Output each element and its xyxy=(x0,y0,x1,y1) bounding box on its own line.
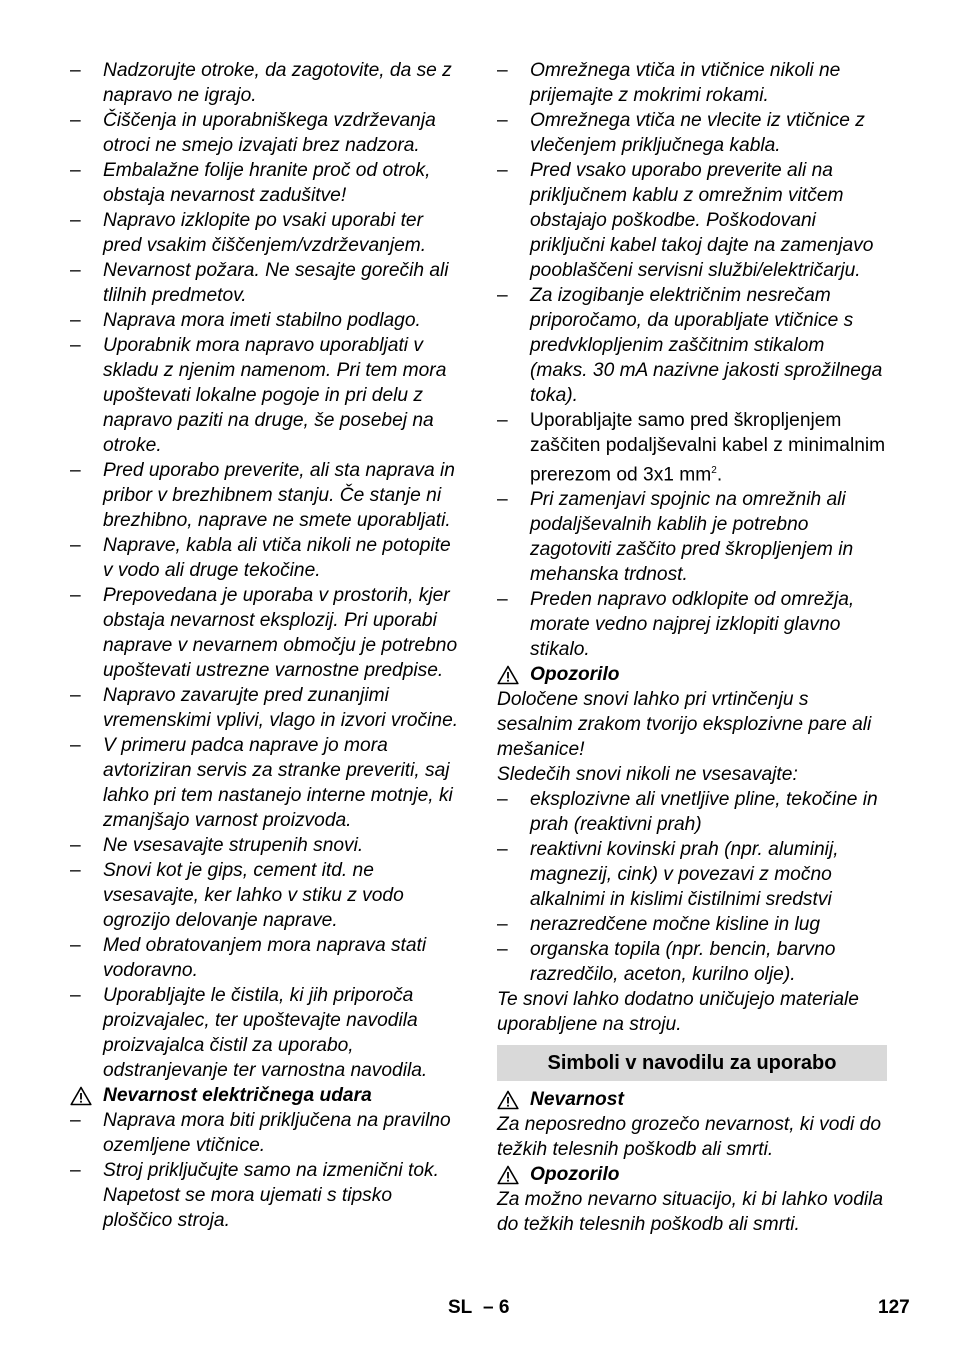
left-bullet-list xyxy=(70,58,462,1083)
warning-triangle-icon xyxy=(497,665,519,685)
list-item: – V primeru padca naprave jo mora avtoriziran servis za stranke preveriti, saj lahko pri tem nastanejo interne motnje, ki zmanjšajo varnost proizvoda. xyxy=(70,735,453,831)
list-item: – Stroj priključujte samo na izmenični tok. Napetost se mora ujemati s tipsko ploščico stroja. xyxy=(70,1160,439,1231)
list-item: – Napravo zavarujte pred zunanjimi vremenskimi vplivi, vlago in izvori vročine. xyxy=(70,685,459,731)
list-item: – eksplozivne ali vnetljive pline, tekočine in prah (reaktivni prah) xyxy=(497,789,878,836)
warning-paragraph: Določene snovi lahko pri vrtinčenju s sesalnim zrakom tvorijo eksplozivne pare ali mešanice! xyxy=(497,689,872,761)
list-item: – Nevarnost požara. Ne sesajte gorečih ali tlilnih predmetov. xyxy=(70,260,449,306)
electric-warning-heading: Nevarnost električnega udara xyxy=(70,1083,462,1108)
list-item: – Snovi kot je gips, cement itd. ne vsesavajte, ker lahko v stiku z vodo ogrozijo delovanje naprave. xyxy=(70,860,404,931)
list-item: – Napravo izklopite po vsaki uporabi ter pred vsakim čiščenjem/vzdrževanjem. xyxy=(70,210,427,256)
list-item: – Uporabnik mora napravo uporabljati v skladu z njenim namenom. Pri tem mora upoštevati lokalne pogoje in pri delu z napravo paziti na druge, še posebej na otroke. xyxy=(70,335,447,456)
list-item: – Za izogibanje električnim nesrečam priporočamo, da uporabljate vtičnice s predvklopljenim zaščitnim stikalom (maks. 30 mA nazivne jakosti sprožilnega toka). xyxy=(497,285,883,406)
substances-list xyxy=(497,787,887,987)
list-item: – Pri zamenjavi spojnic na omrežnih ali podaljševalnih kablih je potrebno zagotoviti zaščito pred škropljenjem in mehanska trdnost. xyxy=(497,489,854,586)
list-item: – Med obratovanjem mora naprava stati vodoravno. xyxy=(70,935,427,981)
right-bullet-list xyxy=(497,58,887,662)
electric-bullet-list xyxy=(70,1108,462,1233)
list-item: – Preden napravo odklopite od omrežja, morate vedno najprej izklopiti glavno stikalo. xyxy=(497,589,855,661)
list-item: – Omrežnega vtiča in vtičnice nikoli ne prijemajte z mokrimi rokami. xyxy=(497,60,841,106)
list-item: – Uporabljajte le čistila, ki jih priporoča proizvajalec, ter upoštevajte navodila proizvajalca čistil za uporabo, odstranjevanje ter varnostna navodila. xyxy=(70,985,428,1081)
warning-paragraph: Sledečih snovi nikoli ne vsesavajte: xyxy=(497,764,798,786)
list-item: – Čiščenja in uporabniškega vzdrževanja otroci ne smejo izvajati brez nadzora. xyxy=(70,110,436,156)
list-item: – Naprava mora biti priključena na pravilno ozemljene vtičnice. xyxy=(70,1110,451,1156)
list-item: – Embalažne folije hranite proč od otrok, obstaja nevarnost zadušitve! xyxy=(70,160,431,206)
list-item: – Ne vsesavajte strupenih snovi. xyxy=(70,835,364,856)
warning-paragraph: Za možno nevarno situacijo, ki bi lahko vodila do težkih telesnih poškodb ali smrti. xyxy=(497,1189,884,1236)
right-column xyxy=(497,58,887,1237)
list-item: – Uporabljajte samo pred škropljenjem zaščiten podaljševalni kabel z minimalnim prerezom od 3x1 $mm^2$. xyxy=(497,410,886,486)
page-number: 127 xyxy=(878,1297,910,1318)
danger-heading: Nevarnost xyxy=(497,1087,887,1112)
warning-heading: Opozorilo xyxy=(497,1162,887,1187)
list-item: – Prepovedana je uporaba v prostorih, kjer obstaja nevarnost eksplozij. Pri uporabi naprave v nevarnem območju je potrebno upoštevati ustrezne varnostne predpise. xyxy=(70,585,458,681)
section-title: Simboli v navodilu za uporabo xyxy=(497,1045,887,1081)
footer-section-number: – 6 xyxy=(483,1297,510,1318)
list-item: – Nadzorujte otroke, da zagotovite, da se z napravo ne igrajo. xyxy=(70,60,452,106)
list-item: – Naprava mora imeti stabilno podlago. xyxy=(70,310,421,331)
list-item: – Omrežnega vtiča ne vlecite iz vtičnice z vlečenjem priključnega kabla. xyxy=(497,110,865,156)
danger-paragraph: Za neposredno grozečo nevarnost, ki vodi do težkih telesnih poškodb ali smrti. xyxy=(497,1114,881,1161)
footer-language: SL xyxy=(448,1297,473,1318)
warning-triangle-icon xyxy=(497,1090,519,1110)
list-item: – Pred uporabo preverite, ali sta naprava in pribor v brezhibnem stanju. Če stanje ni brezhibno, naprave ne smete uporabljati. xyxy=(70,460,455,531)
warning-heading: Opozorilo xyxy=(497,662,887,687)
warning-triangle-icon xyxy=(70,1086,92,1106)
warning-paragraph: Te snovi lahko dodatno uničujejo materiale uporabljene na stroju. xyxy=(497,989,859,1036)
list-item: – Pred vsako uporabo preverite ali na priključnem kablu z omrežnim vitčem obstajajo poškodbe. Poškodovani priključni kabel takoj dajte na zamenjavo pooblaščeni servisni službi/električarju. xyxy=(497,160,874,281)
warning-triangle-icon xyxy=(497,1165,519,1185)
left-column xyxy=(70,58,462,1233)
list-item: – reaktivni kovinski prah (npr. aluminij, magnezij, cink) v povezavi z močno alkalnimi in kislimi čistilnimi sredstvi xyxy=(497,839,839,911)
list-item: – organska topila (npr. bencin, barvno razredčilo, aceton, kurilno olje). xyxy=(497,939,836,986)
list-item: – Naprave, kabla ali vtiča nikoli ne potopite v vodo ali druge tekočine. xyxy=(70,535,451,581)
list-item: – nerazredčene močne kisline in lug xyxy=(497,914,821,936)
